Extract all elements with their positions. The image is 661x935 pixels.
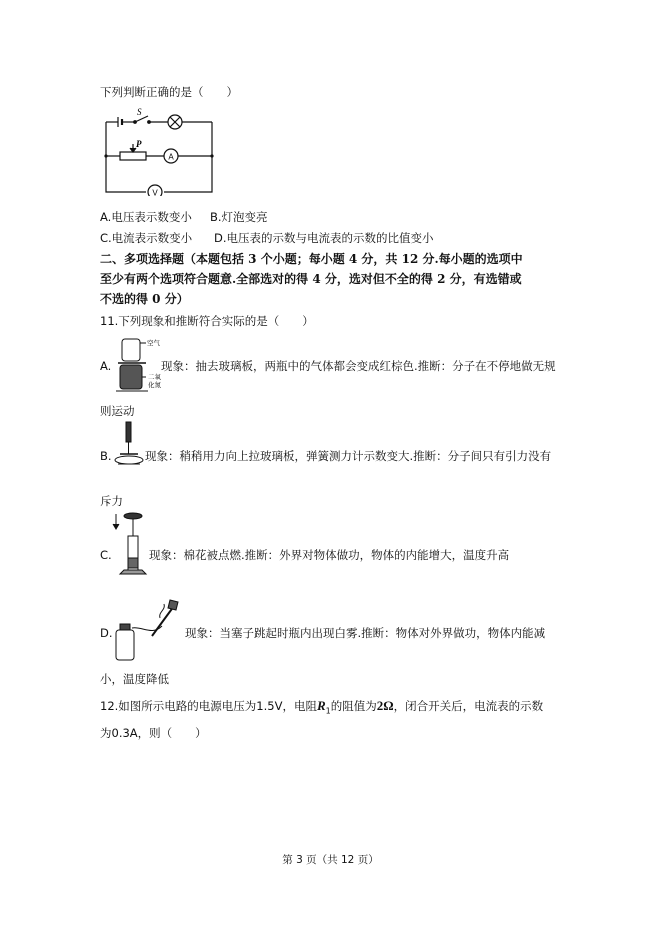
- switch-label: S: [137, 107, 142, 117]
- circuit-diagram: [98, 104, 218, 196]
- diffusion-jars-figure: [112, 333, 162, 395]
- slider-label: P: [136, 139, 142, 149]
- q11-b-letter: B.: [100, 449, 112, 463]
- stopper: [120, 624, 130, 630]
- label-air: 空气: [147, 339, 160, 347]
- plunger-handle: [124, 513, 142, 519]
- q10-stem: 下列判断正确的是（ ）: [100, 85, 238, 99]
- r1-symbol: R: [316, 698, 326, 713]
- q11-b-cont: 斥力: [100, 494, 123, 508]
- section2-line2: 至少有两个选项符合题意.全部选对的得 4 分，选对但不全的得 2 分，有选错或: [100, 272, 522, 286]
- q12-stem-part1: 12.如图所示电路的电源电压为1.5V，电阻: [100, 699, 317, 713]
- spring-scale: [126, 422, 131, 442]
- fire-syringe-figure: [112, 510, 154, 580]
- label-gas-1: 二氧: [148, 373, 161, 381]
- flask-stopper-figure: [112, 596, 186, 664]
- r1-value: 2Ω: [376, 698, 394, 713]
- base: [120, 570, 146, 574]
- rheostat: [120, 152, 146, 160]
- q11-d-text: 现象：当塞子跳起时瓶内出现白雾.推断：物体对外界做功，物体内能减: [185, 626, 546, 640]
- q11-b-text: 现象：稍稍用力向上拉玻璃板，弹簧测力计示数变大.推断：分子间只有引力没有: [145, 449, 552, 463]
- q11-a-cont: 则运动: [100, 404, 135, 418]
- voltmeter-label: V: [152, 188, 158, 196]
- page-footer: 第 3 页（共 12 页）: [282, 854, 379, 866]
- upper-jar: [122, 339, 140, 361]
- q10-option-c: C.电流表示数变小: [100, 231, 193, 245]
- q10-option-a: A.电压表示数变小: [100, 210, 192, 224]
- q12-stem-line2: 为0.3A，则（ ）: [100, 726, 207, 740]
- section2-line1: 二、多项选择题（本题包括 3 个小题；每小题 4 分，共 12 分.每小题的选项中: [100, 252, 523, 266]
- q11-c-letter: C.: [100, 548, 112, 562]
- pump-rod: [152, 606, 174, 636]
- ammeter-label: A: [168, 152, 174, 162]
- r1-subscript: 1: [325, 706, 331, 716]
- pump-handle: [168, 600, 178, 610]
- spring-scale-figure: [112, 420, 146, 472]
- lower-jar: [120, 365, 142, 389]
- label-gas-2: 化氮: [148, 381, 161, 389]
- q12-stem-part3: ，闭合开关后，电流表的示数: [393, 699, 544, 713]
- water-dish: [115, 456, 143, 464]
- q10-option-d: D.电压表的示数与电流表的示数的比值变小: [214, 231, 434, 245]
- q11-a-text: 现象：抽去玻璃板，两瓶中的气体都会变成红棕色.推断：分子在不停地做无规: [161, 359, 556, 373]
- push-arrow-icon: [113, 524, 119, 529]
- q12-stem-part2: 的阻值为: [330, 699, 377, 713]
- q11-stem: 11.下列现象和推断符合实际的是（ ）: [100, 314, 314, 328]
- q11-d-cont: 小，温度降低: [100, 672, 169, 686]
- q11-a-letter: A.: [100, 359, 112, 373]
- q11-c-text: 现象：棉花被点燃.推断：外界对物体做功，物体的内能增大，温度升高: [149, 548, 510, 562]
- q12-stem-line1: [100, 698, 543, 719]
- flask: [116, 630, 134, 660]
- section2-line3: 不选的得 0 分）: [100, 292, 189, 306]
- q11-d-letter: D.: [100, 626, 113, 640]
- circuit-wire-left: [106, 122, 146, 192]
- q10-option-b: B.灯泡变亮: [210, 210, 268, 224]
